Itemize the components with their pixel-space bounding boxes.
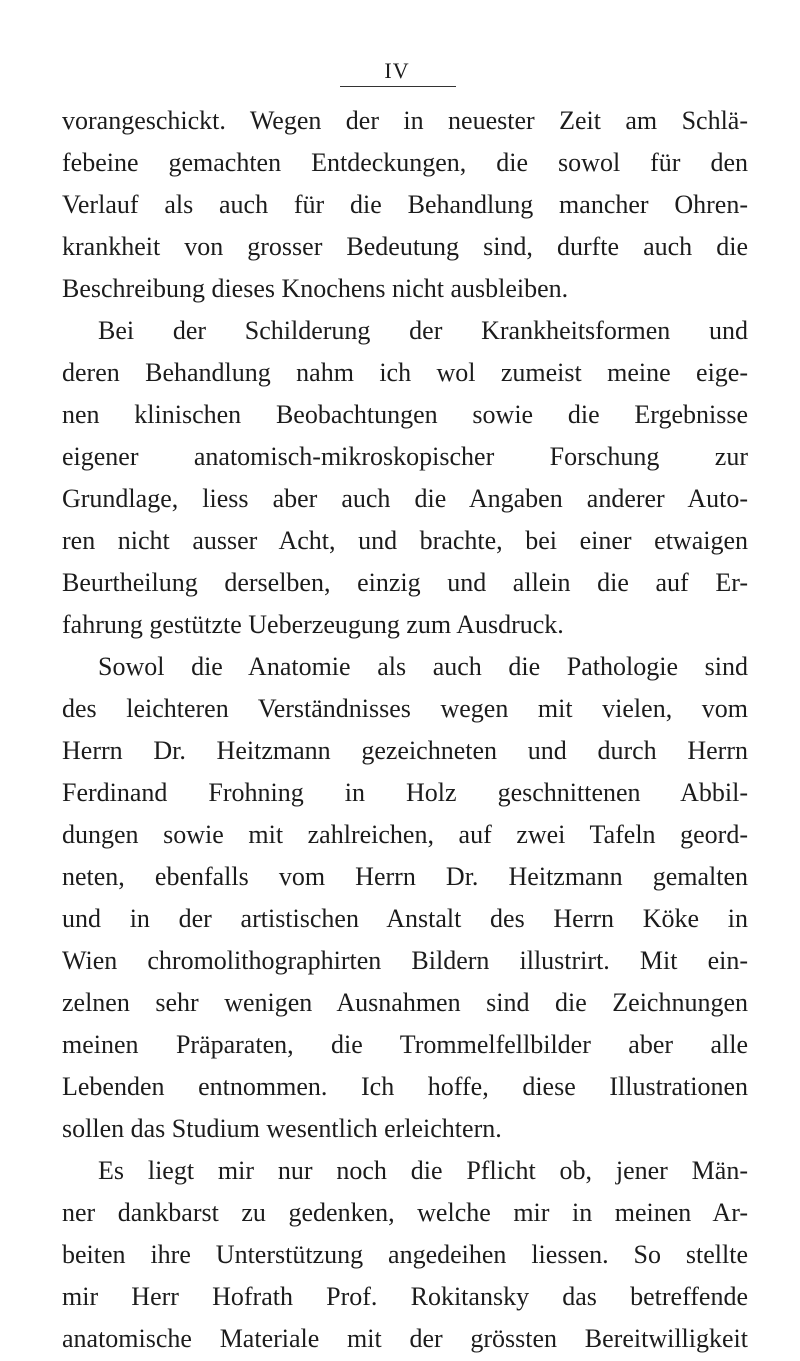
text-line: Bei der Schilderung der Krankheitsformen und	[98, 316, 748, 345]
text-line: fahrung gestützte Ueberzeugung zum Ausdruck.	[62, 610, 564, 639]
text-line: Grundlage, liess aber auch die Angaben anderer Auto-	[62, 484, 748, 513]
header-rule	[340, 86, 456, 87]
text-line: dungen sowie mit zahlreichen, auf zwei Tafeln geord-	[62, 820, 748, 849]
text-line: deren Behandlung nahm ich wol zumeist meine eige-	[62, 358, 748, 387]
text-line: Verlauf als auch für die Behandlung mancher Ohren-	[62, 190, 748, 219]
text-line: mir Herr Hofrath Prof. Rokitansky das betreffende	[62, 1282, 748, 1311]
text-line: anatomische Materiale mit der grössten Bereitwilligkeit	[62, 1324, 748, 1353]
text-line: Beschreibung dieses Knochens nicht ausbleiben.	[62, 274, 569, 303]
text-line: Beurtheilung derselben, einzig und allein die auf Er-	[62, 568, 748, 597]
text-line: ner dankbarst zu gedenken, welche mir in meinen Ar-	[62, 1198, 748, 1227]
text-line: febeine gemachten Entdeckungen, die sowol für den	[62, 148, 748, 177]
text-line: Lebenden entnommen. Ich hoffe, diese Illustrationen	[62, 1072, 748, 1101]
text-line: des leichteren Verständnisses wegen mit vielen, vom	[62, 694, 748, 723]
text-line: Herrn Dr. Heitzmann gezeichneten und durch Herrn	[62, 736, 748, 765]
text-line: beiten ihre Unterstützung angedeihen liessen. So stellte	[62, 1240, 748, 1269]
text-line: und in der artistischen Anstalt des Herrn Köke in	[62, 904, 748, 933]
text-line: vorangeschickt. Wegen der in neuester Zeit am Schlä-	[62, 106, 748, 135]
text-line: Wien chromolithographirten Bildern illustrirt. Mit ein-	[62, 946, 748, 975]
text-line: eigener anatomisch-mikroskopischer Forschung zur	[62, 442, 748, 471]
body-text	[62, 100, 748, 1360]
text-line: Sowol die Anatomie als auch die Pathologie sind	[98, 652, 748, 681]
text-line: Ferdinand Frohning in Holz geschnittenen Abbil-	[62, 778, 748, 807]
text-line: zelnen sehr wenigen Ausnahmen sind die Zeichnungen	[62, 988, 748, 1017]
text-line: meinen Präparaten, die Trommelfellbilder aber alle	[62, 1030, 748, 1059]
page-number: IV	[384, 58, 410, 83]
text-line: ren nicht ausser Acht, und brachte, bei einer etwaigen	[62, 526, 748, 555]
text-line: krankheit von grosser Bedeutung sind, durfte auch die	[62, 232, 748, 261]
text-line: nen klinischen Beobachtungen sowie die Ergebnisse	[62, 400, 748, 429]
text-line: sollen das Studium wesentlich erleichtern.	[62, 1114, 502, 1143]
text-line: Es liegt mir nur noch die Pflicht ob, jener Män-	[98, 1156, 748, 1185]
text-line: neten, ebenfalls vom Herrn Dr. Heitzmann gemalten	[62, 862, 748, 891]
